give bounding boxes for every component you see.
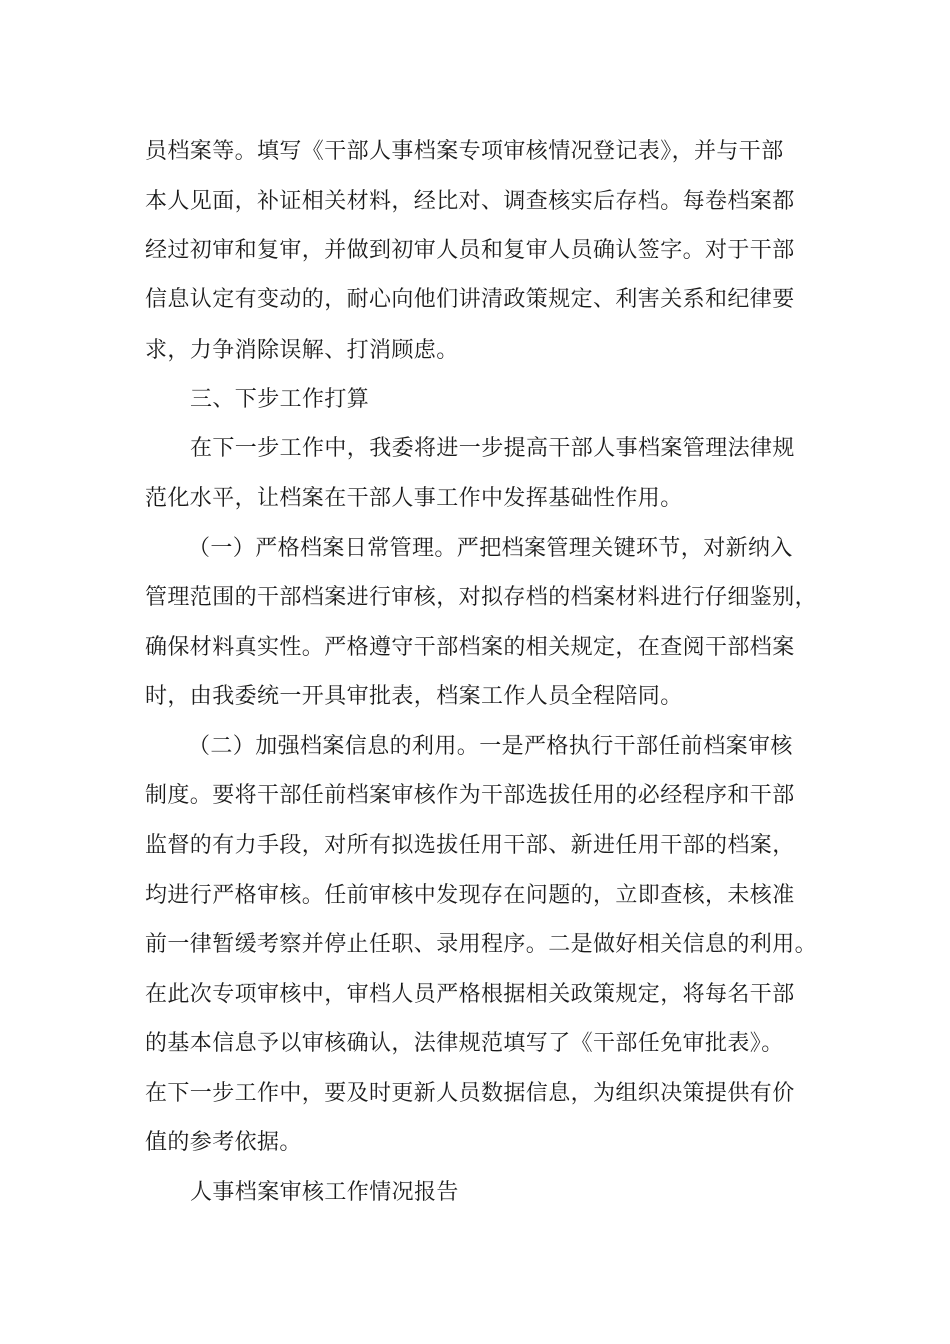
- paragraph-line: （一）严格档案日常管理。严把档案管理关键环节，对新纳入: [188, 536, 793, 561]
- paragraph-line: 求，力争消除误解、打消顾虑。: [145, 338, 459, 363]
- paragraph-line: 信息认定有变动的，耐心向他们讲清政策规定、利害关系和纪律要: [145, 287, 795, 312]
- paragraph-line: 经过初审和复审，并做到初审人员和复审人员确认签字。对于干部: [145, 238, 795, 263]
- section-heading: 三、下步工作打算: [190, 387, 370, 412]
- paragraph-line: 前一律暂缓考察并停止任职、录用程序。二是做好相关信息的利用。: [145, 932, 818, 957]
- paragraph-line: 值的参考依据。: [145, 1130, 302, 1155]
- paragraph-line: 监督的有力手段，对所有拟选拔任用干部、新进任用干部的档案，: [145, 833, 795, 858]
- paragraph-line: 在此次专项审核中，审档人员严格根据相关政策规定，将每名干部: [145, 982, 795, 1007]
- paragraph-line: 均进行严格审核。任前审核中发现存在问题的，立即查核，未核准: [145, 883, 795, 908]
- paragraph-line: 员档案等。填写《干部人事档案专项审核情况登记表》，并与干部: [145, 139, 784, 164]
- paragraph-line: 在下一步工作中，我委将进一步提高干部人事档案管理法律规: [190, 436, 795, 461]
- paragraph-line: 范化水平，让档案在干部人事工作中发挥基础性作用。: [145, 486, 683, 511]
- paragraph-line: 时，由我委统一开具审批表，档案工作人员全程陪同。: [145, 684, 683, 709]
- paragraph-line: （二）加强档案信息的利用。一是严格执行干部任前档案审核: [188, 734, 793, 759]
- paragraph-line: 本人见面，补证相关材料，经比对、调查核实后存档。每卷档案都: [145, 189, 795, 214]
- paragraph-line: 管理范围的干部档案进行审核，对拟存档的档案材料进行仔细鉴别，: [145, 585, 818, 610]
- document-title: 人事档案审核工作情况报告: [190, 1180, 459, 1205]
- paragraph-line: 的基本信息予以审核确认，法律规范填写了《干部任免审批表》。: [145, 1031, 784, 1056]
- paragraph-line: 在下一步工作中，要及时更新人员数据信息，为组织决策提供有价: [145, 1081, 795, 1106]
- paragraph-line: 制度。要将干部任前档案审核作为干部选拔任用的必经程序和干部: [145, 783, 795, 808]
- paragraph-line: 确保材料真实性。严格遵守干部档案的相关规定，在查阅干部档案: [145, 635, 795, 660]
